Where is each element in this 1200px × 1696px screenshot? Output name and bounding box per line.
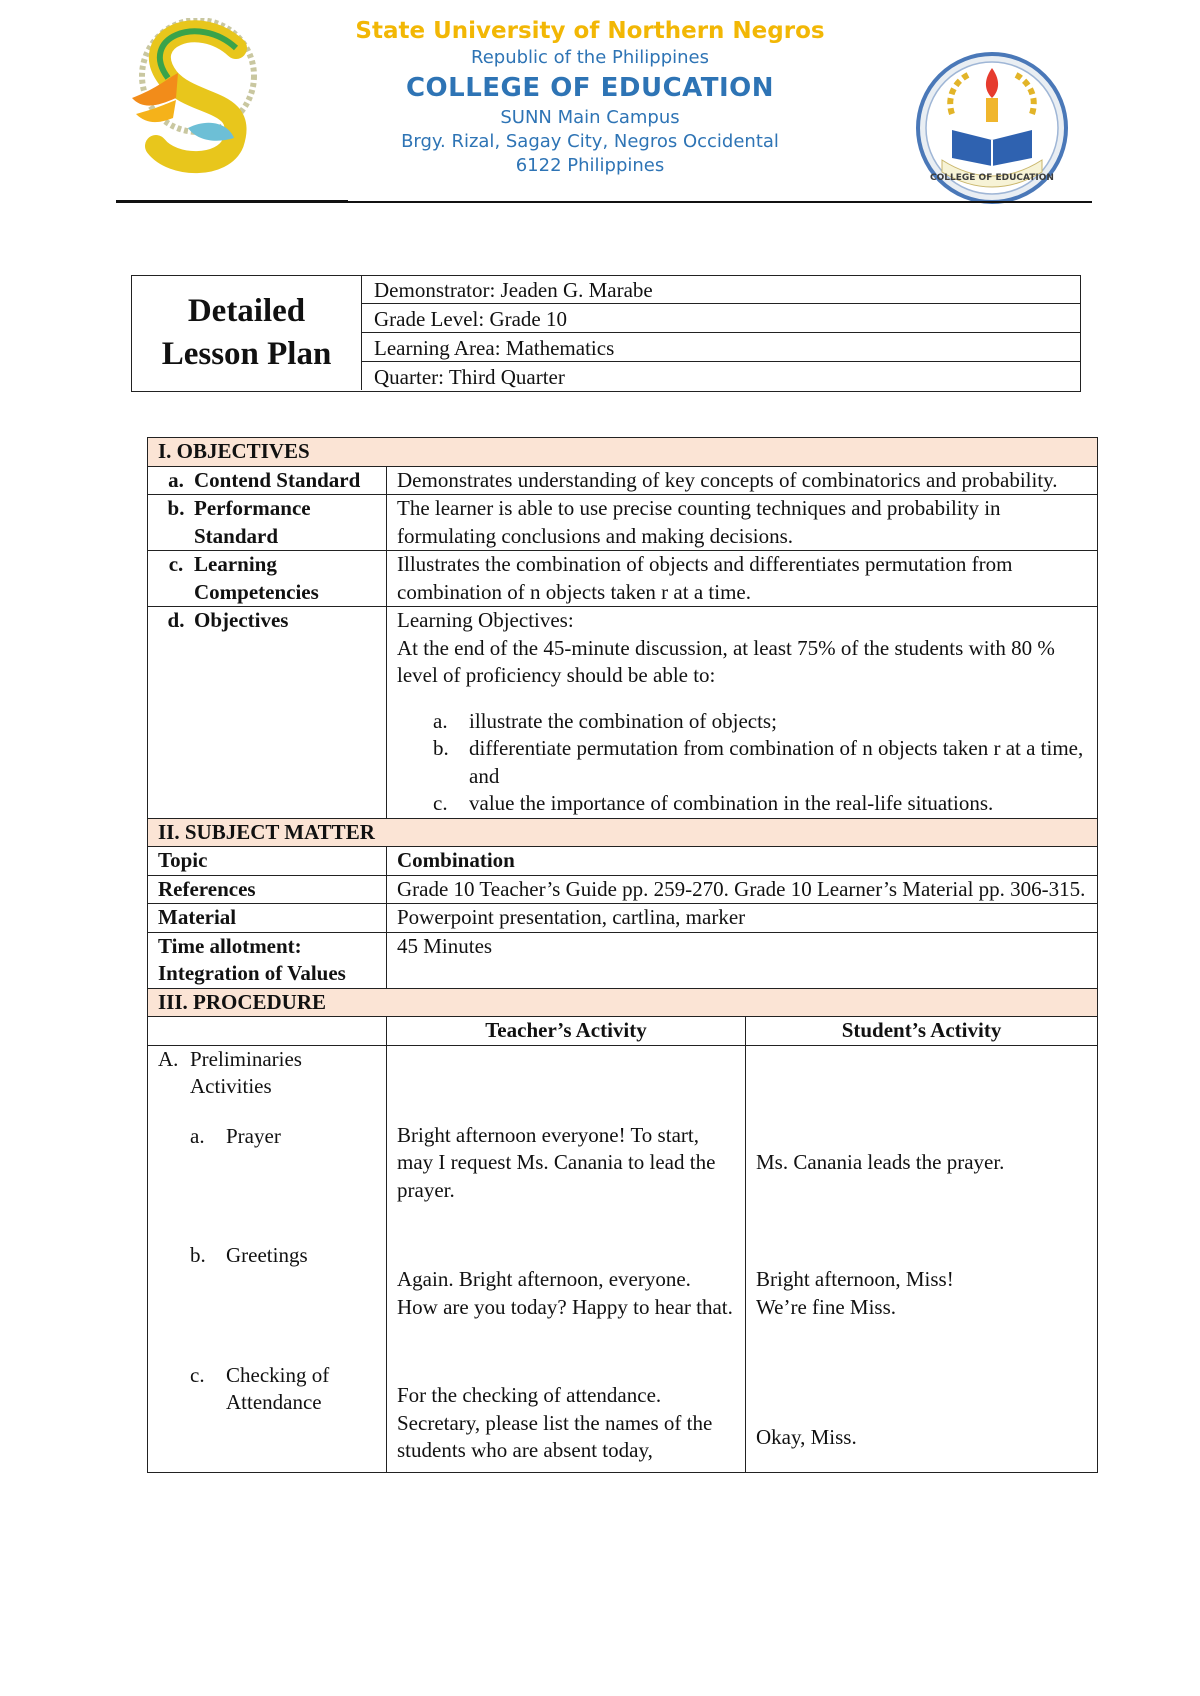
references-label: References xyxy=(148,875,387,904)
objectives-heading: I. OBJECTIVES xyxy=(148,438,1098,467)
objectives-list xyxy=(397,708,1087,818)
step-key: c. xyxy=(190,1362,205,1387)
logo-text: COLLEGE OF EDUCATION xyxy=(930,173,1054,183)
time-values-label-cell xyxy=(148,932,387,988)
procedure-heading: III. PROCEDURE xyxy=(148,988,1098,1017)
row-label: Contend Standard xyxy=(194,467,361,492)
procedure-heading-row xyxy=(148,988,1098,1017)
step-key: a. xyxy=(190,1123,205,1148)
row-text: Demonstrates understanding of key concepts of combinatorics and probability. xyxy=(387,466,1098,495)
objective-row xyxy=(148,607,1098,819)
item-text: differentiate permutation from combination of n objects taken r at a time, and xyxy=(469,736,1084,788)
quarter-row: Quarter: Third Quarter xyxy=(374,365,565,389)
section-key: A. xyxy=(158,1046,179,1071)
demonstrator-row: Demonstrator: Jeaden G. Marabe xyxy=(362,276,1080,304)
lesson-plan-title xyxy=(132,276,362,390)
subject-matter-heading: II. SUBJECT MATTER xyxy=(148,818,1098,847)
references-value: Grade 10 Teacher’s Guide pp. 259-270. Grade 10 Learner’s Material pp. 306-315. xyxy=(387,875,1098,904)
student-prayer-text: Ms. Canania leads the prayer. xyxy=(756,1149,1005,1174)
student-activity-header: Student’s Activity xyxy=(746,1017,1098,1046)
objectives-intro-1: Learning Objectives: xyxy=(397,608,574,632)
objective-row xyxy=(148,551,1098,607)
values-label: Integration of Values xyxy=(158,961,346,985)
topic-label: Topic xyxy=(148,847,387,876)
step-greetings xyxy=(158,1242,376,1270)
university-name: State University of Northern Negros xyxy=(355,18,825,44)
student-greetings-line-1: Bright afternoon, Miss! xyxy=(756,1267,954,1291)
objectives-intro-2: At the end of the 45-minute discussion, at least 75% of the students with 80 % level of proficiency should be able to: xyxy=(397,635,1055,687)
row-key: d. xyxy=(167,608,185,632)
subject-matter-heading-row xyxy=(148,818,1098,847)
row-text: The learner is able to use precise counting techniques and probability in formulating conclusions and making decisions. xyxy=(387,495,1098,551)
row-text: Illustrates the combination of objects and differentiates permutation from combination of n objects taken r at a time. xyxy=(387,551,1098,607)
item-text: value the importance of combination in the real-life situations. xyxy=(469,791,994,815)
row-label: Performance Standard xyxy=(194,496,311,548)
list-item xyxy=(397,708,1087,736)
grade-level-row: Grade Level: Grade 10 xyxy=(362,305,1080,333)
header-rule-thin xyxy=(348,201,1092,203)
lesson-plan-table xyxy=(147,437,1098,1473)
step-prayer xyxy=(158,1123,376,1151)
objectives-heading-row xyxy=(148,438,1098,467)
zip-line: 6122 Philippines xyxy=(515,155,665,176)
procedure-body-row xyxy=(148,1045,1098,1472)
list-item xyxy=(397,790,1087,818)
row-key: b. xyxy=(167,496,185,520)
teacher-attendance-text: For the checking of attendance. Secretary, please list the names of the students who are absent today, xyxy=(397,1383,713,1462)
step-label: Checking of Attendance xyxy=(226,1362,330,1414)
section-label: Preliminaries Activities xyxy=(190,1046,302,1098)
student-activity-cell xyxy=(746,1045,1098,1472)
student-greetings-line-2: We’re fine Miss. xyxy=(756,1294,897,1319)
topic-value: Combination xyxy=(387,847,1098,876)
campus-line: SUNN Main Campus xyxy=(500,107,680,128)
subject-row xyxy=(148,932,1098,988)
college-of-education-logo xyxy=(912,52,1072,204)
row-label: Learning Competencies xyxy=(194,552,319,604)
row-key: a. xyxy=(168,467,184,492)
material-label: Material xyxy=(148,904,387,933)
item-key: b. xyxy=(433,736,449,760)
step-attendance xyxy=(158,1362,376,1417)
objective-row xyxy=(148,495,1098,551)
address-line: Brgy. Rizal, Sagay City, Negros Occidental xyxy=(401,131,779,152)
procedure-columns-row xyxy=(148,1017,1098,1046)
empty-cell xyxy=(148,1017,387,1046)
subject-row xyxy=(148,875,1098,904)
objective-row xyxy=(148,466,1098,495)
teacher-prayer-text: Bright afternoon everyone! To start, may I request Ms. Canania to lead the prayer. xyxy=(397,1122,716,1202)
title-line-1: Detailed xyxy=(187,293,306,329)
learning-area-row: Learning Area: Mathematics xyxy=(362,334,1080,362)
step-key: b. xyxy=(190,1243,206,1267)
step-label: Greetings xyxy=(226,1243,308,1267)
item-key: c. xyxy=(433,791,448,815)
time-label: Time allotment: xyxy=(158,933,302,958)
list-item xyxy=(397,735,1087,790)
teacher-activity-cell xyxy=(387,1045,746,1472)
college-name: COLLEGE OF EDUCATION xyxy=(405,73,775,103)
step-label: Prayer xyxy=(226,1123,281,1148)
sunn-logo xyxy=(128,18,268,178)
republic-line: Republic of the Philippines xyxy=(471,47,709,68)
lesson-info-table xyxy=(131,275,1081,392)
learning-objectives-cell xyxy=(387,607,1098,819)
item-text: illustrate the combination of objects; xyxy=(469,708,777,733)
title-line-2: Lesson Plan xyxy=(161,336,332,372)
subject-row xyxy=(148,847,1098,876)
teacher-greetings-text: Again. Bright afternoon, everyone. How are you today? Happy to hear that. xyxy=(397,1267,733,1319)
material-value: Powerpoint presentation, cartlina, marker xyxy=(387,904,1098,933)
item-key: a. xyxy=(433,708,448,733)
row-key: c. xyxy=(168,552,184,576)
time-value: 45 Minutes xyxy=(387,932,1098,988)
row-label: Objectives xyxy=(194,608,289,632)
procedure-steps-cell xyxy=(148,1045,387,1472)
teacher-activity-header: Teacher’s Activity xyxy=(387,1017,746,1046)
section-heading xyxy=(158,1046,376,1101)
header-rule-thick xyxy=(116,200,348,203)
subject-row xyxy=(148,904,1098,933)
student-attendance-text: Okay, Miss. xyxy=(756,1425,857,1449)
